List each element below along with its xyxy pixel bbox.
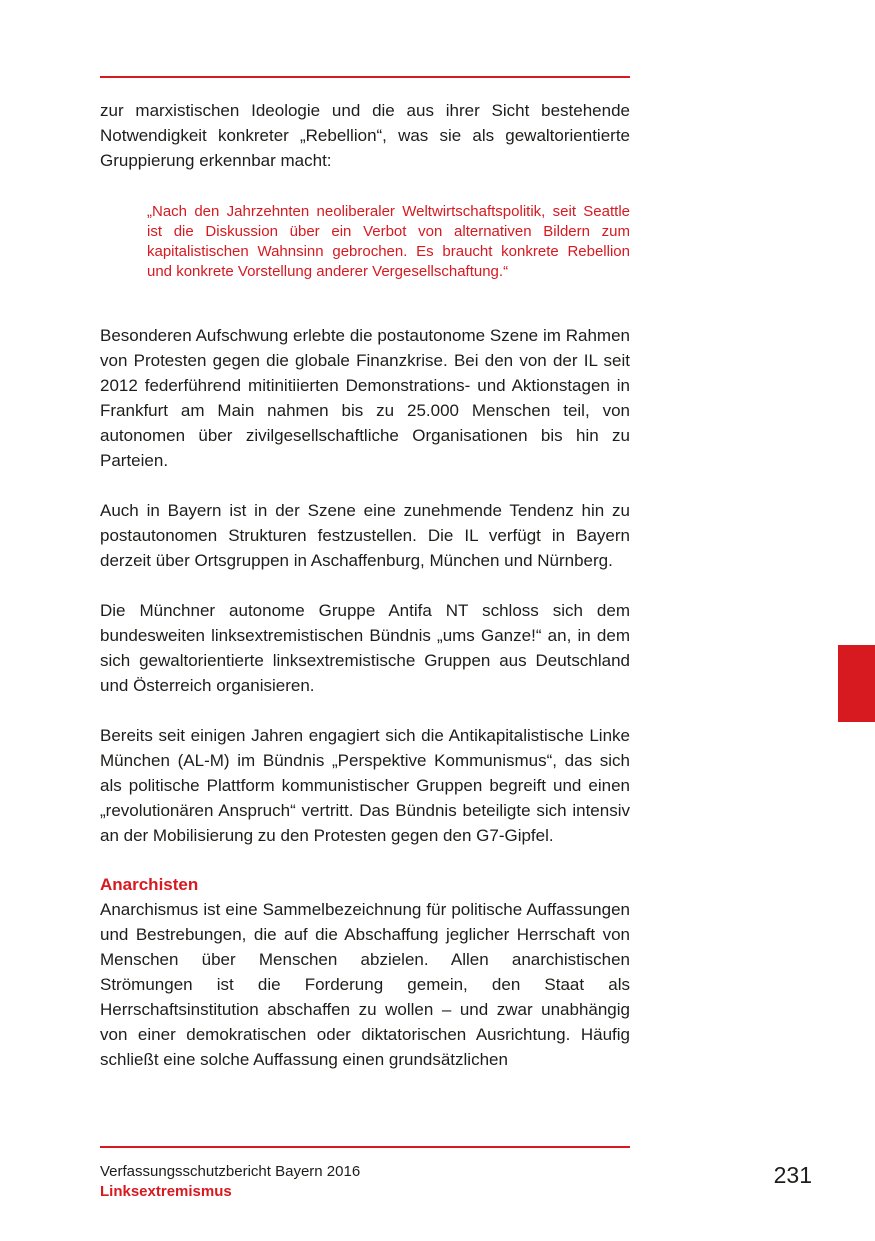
footer-publication: Verfassungsschutzbericht Bayern 2016 — [100, 1163, 361, 1180]
main-text — [100, 98, 630, 1072]
section-heading-anarchisten: Anarchisten — [100, 875, 199, 894]
paragraph-finanzkrise: Besonderen Aufschwung erlebte die postautonome Szene im Rahmen von Protesten gegen die globale Finanzkrise. Bei den von der IL seit 2012 federführend mitinitiierten Demonstrations- und Aktionstagen in Frankfurt am Main nahmen bis zu 25.000 Menschen teil, von autonomen über zivilgesellschaftliche Organisationen bis hin zu Parteien. — [100, 326, 630, 470]
footer-rule — [100, 1146, 630, 1148]
paragraph-bayern: Auch in Bayern ist in der Szene eine zunehmende Tendenz hin zu postautonomen Strukturen festzustellen. Die IL verfügt in Bayern derzeit über Ortsgruppen in Aschaffenburg, München und Nürnberg. — [100, 501, 630, 570]
paragraph-anarchismus: Anarchismus ist eine Sammelbezeichnung für politische Auffassungen und Bestrebungen, die auf die Abschaffung jeglicher Herrschaft von Menschen über Menschen abzielen. Allen anarchistischen Strömungen ist die Forderung gemein, den Staat als Herrschaftsinstitution abschaffen zu wollen – und zwar unabhängig von einer demokratischen oder diktatorischen Ausrichtung. Häufig schließt eine solche Auffassung einen grundsätzlichen — [100, 900, 630, 1069]
footer-section: Linksextremismus — [100, 1183, 232, 1200]
top-rule — [100, 76, 630, 78]
paragraph-al-m: Bereits seit einigen Jahren engagiert sich die Antikapitalistische Linke München (AL-M) im Bündnis „Perspektive Kommunismus“, das sich als politische Plattform kommunistischer Gruppen begreift und einen „revolutionären Anspruch“ vertritt. Das Bündnis beteiligte sich intensiv an der Mobilisierung zu den Protesten gegen den G7-Gipfel. — [100, 726, 630, 845]
block-quote: „Nach den Jahrzehnten neoliberaler Weltwirtschaftspolitik, seit Seattle ist die Diskussion über ein Verbot von alternativen Bildern zum kapitalistischen Wahnsinn gebrochen. Es braucht konkrete Rebellion und konkrete Vorstellung anderer Vergesellschaftung.“ — [147, 203, 630, 280]
paragraph-intro: zur marxistischen Ideologie und die aus ihrer Sicht bestehende Notwendigkeit konkreter „Rebellion“, was sie als gewaltorientierte Gruppierung erkennbar macht: — [100, 101, 630, 170]
chapter-tab-marker — [838, 645, 875, 722]
paragraph-antifa-nt: Die Münchner autonome Gruppe Antifa NT schloss sich dem bundesweiten linksextremistischen Bündnis „ums Ganze!“ an, in dem sich gewaltorientierte linksextremistische Gruppen aus Deutschland und Österreich organisieren. — [100, 601, 630, 695]
page-number: 231 — [773, 1162, 812, 1188]
